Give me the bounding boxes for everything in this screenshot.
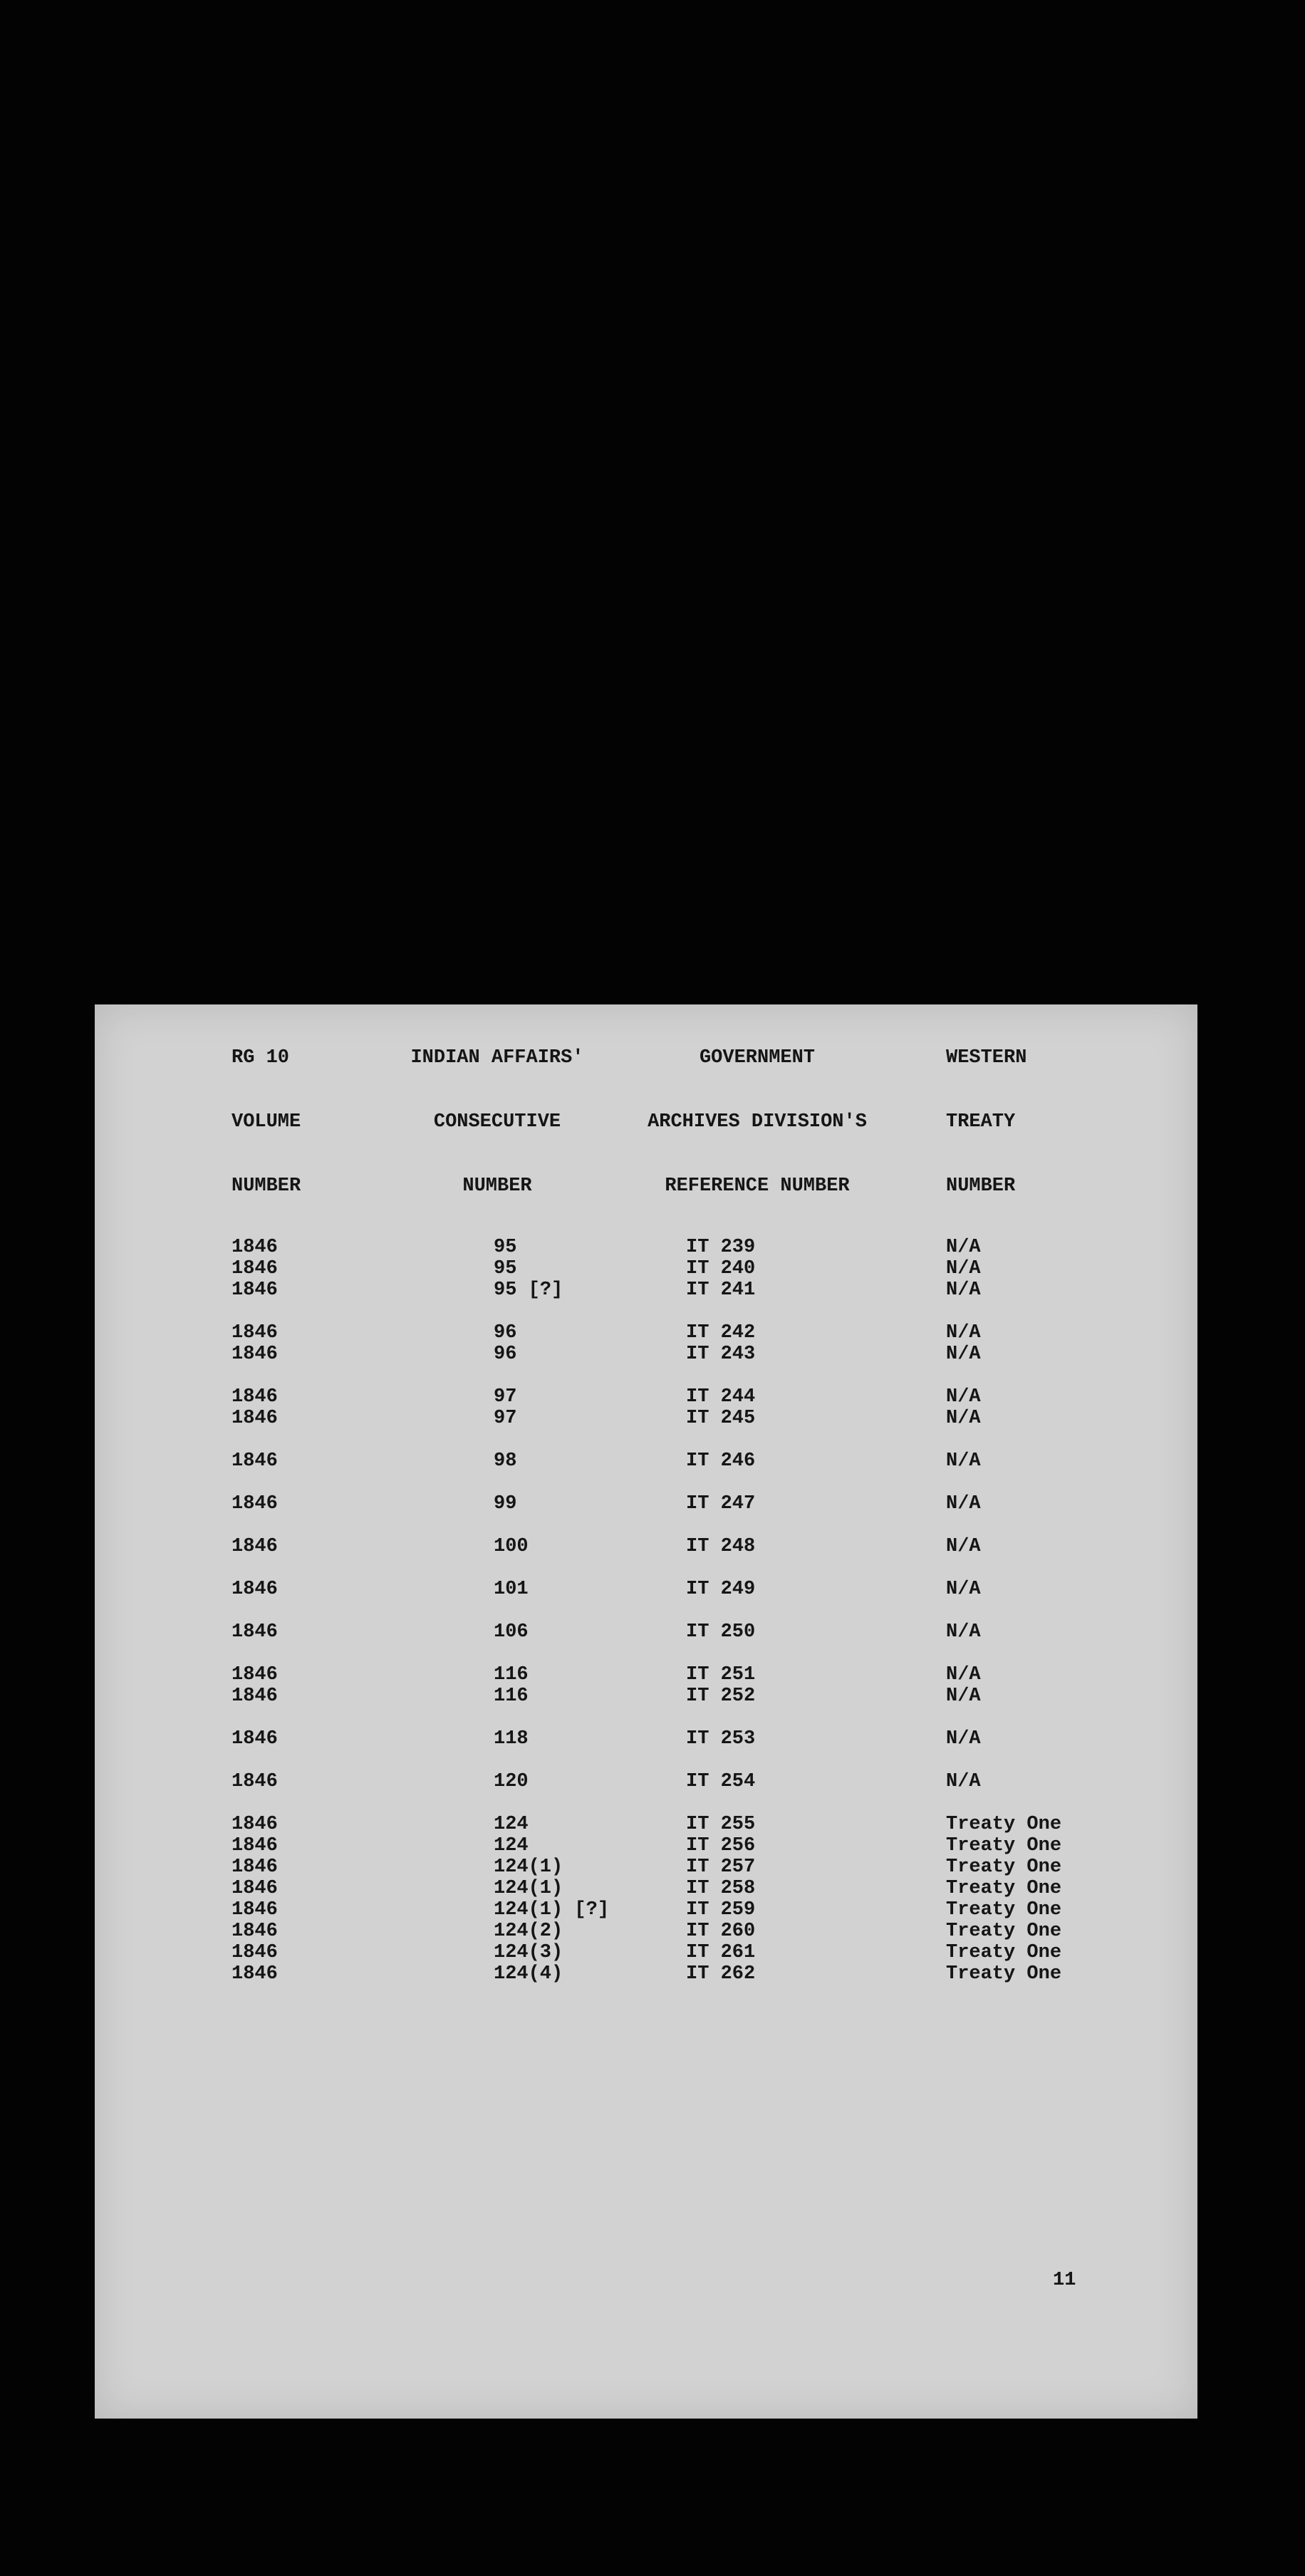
cell-reference: IT 248 (686, 1536, 756, 1557)
cell-consecutive: 124(3) (494, 1942, 563, 1963)
cell-treaty: N/A (946, 1237, 981, 1258)
cell-consecutive: 124(1) [?] (494, 1899, 610, 1921)
cell-consecutive: 95 [?] (494, 1279, 563, 1301)
table-row (95, 1899, 1197, 1921)
table-row (95, 1279, 1197, 1301)
cell-treaty: N/A (946, 1536, 981, 1557)
cell-volume: 1846 (232, 1279, 278, 1301)
cell-consecutive: 97 (494, 1408, 517, 1429)
cell-volume: 1846 (232, 1771, 278, 1792)
cell-reference: IT 243 (686, 1344, 756, 1365)
cell-treaty: N/A (946, 1686, 981, 1707)
cell-consecutive: 118 (494, 1728, 529, 1750)
table-row (95, 1728, 1197, 1750)
cell-volume: 1846 (232, 1921, 278, 1942)
table-row (95, 1686, 1197, 1707)
table-row (95, 1878, 1197, 1899)
cell-treaty: N/A (946, 1322, 981, 1344)
cell-consecutive: 106 (494, 1621, 529, 1643)
header-line: ARCHIVES DIVISION'S (648, 1111, 867, 1133)
cell-reference: IT 255 (686, 1814, 756, 1835)
cell-reference: IT 256 (686, 1835, 756, 1856)
cell-volume: 1846 (232, 1493, 278, 1515)
table-row (95, 1771, 1197, 1792)
header-line: INDIAN AFFAIRS' (410, 1047, 584, 1069)
cell-volume: 1846 (232, 1728, 278, 1750)
cell-treaty: N/A (946, 1344, 981, 1365)
cell-reference: IT 252 (686, 1686, 756, 1707)
cell-reference: IT 257 (686, 1856, 756, 1878)
cell-volume: 1846 (232, 1856, 278, 1878)
table-row (95, 1344, 1197, 1365)
cell-consecutive: 116 (494, 1664, 529, 1686)
cell-consecutive: 96 (494, 1344, 517, 1365)
cell-consecutive: 96 (494, 1322, 517, 1344)
header-volume (232, 1004, 301, 1240)
cell-treaty: Treaty One (946, 1942, 1062, 1963)
header-line: NUMBER (946, 1175, 1016, 1197)
header-line: GOVERNMENT (699, 1047, 816, 1069)
cell-volume: 1846 (232, 1408, 278, 1429)
table-row (95, 1237, 1197, 1258)
cell-treaty: Treaty One (946, 1835, 1062, 1856)
header-treaty (946, 1004, 1026, 1240)
cell-volume: 1846 (232, 1386, 278, 1408)
cell-reference: IT 260 (686, 1921, 756, 1942)
cell-consecutive: 116 (494, 1686, 529, 1707)
cell-reference: IT 261 (686, 1942, 756, 1963)
cell-treaty: N/A (946, 1258, 981, 1279)
cell-volume: 1846 (232, 1686, 278, 1707)
header-line: VOLUME (232, 1111, 301, 1133)
cell-reference: IT 239 (686, 1237, 756, 1258)
cell-volume: 1846 (232, 1899, 278, 1921)
table-row (95, 1856, 1197, 1878)
cell-reference: IT 241 (686, 1279, 756, 1301)
table-row (95, 1579, 1197, 1600)
cell-treaty: Treaty One (946, 1814, 1062, 1835)
cell-consecutive: 124 (494, 1814, 529, 1835)
cell-reference: IT 251 (686, 1664, 756, 1686)
table-row (95, 1835, 1197, 1856)
cell-volume: 1846 (232, 1579, 278, 1600)
cell-treaty: Treaty One (946, 1856, 1062, 1878)
cell-treaty: Treaty One (946, 1921, 1062, 1942)
table-row (95, 1386, 1197, 1408)
cell-consecutive: 99 (494, 1493, 517, 1515)
cell-reference: IT 247 (686, 1493, 756, 1515)
cell-consecutive: 124(1) (494, 1856, 563, 1878)
cell-treaty: N/A (946, 1386, 981, 1408)
table-row (95, 1450, 1197, 1472)
cell-reference: IT 262 (686, 1963, 756, 1985)
table-row (95, 1963, 1197, 1985)
header-consecutive (390, 1004, 604, 1240)
cell-volume: 1846 (232, 1621, 278, 1643)
cell-treaty: Treaty One (946, 1963, 1062, 1985)
table-row (95, 1258, 1197, 1279)
cell-treaty: N/A (946, 1279, 981, 1301)
page-number: 11 (1053, 2270, 1076, 2291)
header-line: RG 10 (232, 1047, 290, 1069)
header-line: NUMBER (232, 1175, 301, 1197)
header-line: REFERENCE NUMBER (665, 1175, 850, 1197)
header-line: WESTERN (946, 1047, 1027, 1069)
cell-treaty: N/A (946, 1450, 981, 1472)
cell-treaty: N/A (946, 1728, 981, 1750)
cell-consecutive: 95 (494, 1258, 517, 1279)
cell-reference: IT 242 (686, 1322, 756, 1344)
cell-volume: 1846 (232, 1344, 278, 1365)
cell-consecutive: 98 (494, 1450, 517, 1472)
header-line: TREATY (946, 1111, 1016, 1133)
cell-reference: IT 246 (686, 1450, 756, 1472)
cell-reference: IT 259 (686, 1899, 756, 1921)
cell-volume: 1846 (232, 1664, 278, 1686)
table-row (95, 1621, 1197, 1643)
table-row (95, 1664, 1197, 1686)
cell-volume: 1846 (232, 1237, 278, 1258)
cell-consecutive: 97 (494, 1386, 517, 1408)
table-row (95, 1942, 1197, 1963)
cell-reference: IT 244 (686, 1386, 756, 1408)
table-row (95, 1814, 1197, 1835)
cell-volume: 1846 (232, 1450, 278, 1472)
cell-volume: 1846 (232, 1942, 278, 1963)
cell-treaty: N/A (946, 1621, 981, 1643)
cell-volume: 1846 (232, 1963, 278, 1985)
cell-consecutive: 124(4) (494, 1963, 563, 1985)
cell-treaty: Treaty One (946, 1878, 1062, 1899)
cell-volume: 1846 (232, 1258, 278, 1279)
cell-consecutive: 124(2) (494, 1921, 563, 1942)
header-government (615, 1004, 900, 1240)
cell-volume: 1846 (232, 1814, 278, 1835)
cell-consecutive: 124 (494, 1835, 529, 1856)
header-line: NUMBER (462, 1175, 532, 1197)
cell-reference: IT 254 (686, 1771, 756, 1792)
cell-reference: IT 250 (686, 1621, 756, 1643)
table-row (95, 1408, 1197, 1429)
cell-treaty: N/A (946, 1408, 981, 1429)
cell-reference: IT 249 (686, 1579, 756, 1600)
cell-consecutive: 100 (494, 1536, 529, 1557)
cell-treaty: N/A (946, 1664, 981, 1686)
header-line: CONSECUTIVE (433, 1111, 561, 1133)
table-body (95, 1237, 1197, 1985)
cell-treaty: N/A (946, 1493, 981, 1515)
cell-reference: IT 240 (686, 1258, 756, 1279)
cell-reference: IT 245 (686, 1408, 756, 1429)
table-row (95, 1493, 1197, 1515)
cell-volume: 1846 (232, 1536, 278, 1557)
cell-volume: 1846 (232, 1878, 278, 1899)
table-row (95, 1921, 1197, 1942)
cell-volume: 1846 (232, 1322, 278, 1344)
cell-treaty: N/A (946, 1771, 981, 1792)
cell-treaty: Treaty One (946, 1899, 1062, 1921)
cell-volume: 1846 (232, 1835, 278, 1856)
cell-consecutive: 101 (494, 1579, 529, 1600)
cell-consecutive: 124(1) (494, 1878, 563, 1899)
cell-reference: IT 253 (686, 1728, 756, 1750)
cell-reference: IT 258 (686, 1878, 756, 1899)
cell-treaty: N/A (946, 1579, 981, 1600)
table-row (95, 1322, 1197, 1344)
cell-consecutive: 120 (494, 1771, 529, 1792)
cell-consecutive: 95 (494, 1237, 517, 1258)
table-row (95, 1536, 1197, 1557)
document-page (95, 1004, 1197, 2419)
